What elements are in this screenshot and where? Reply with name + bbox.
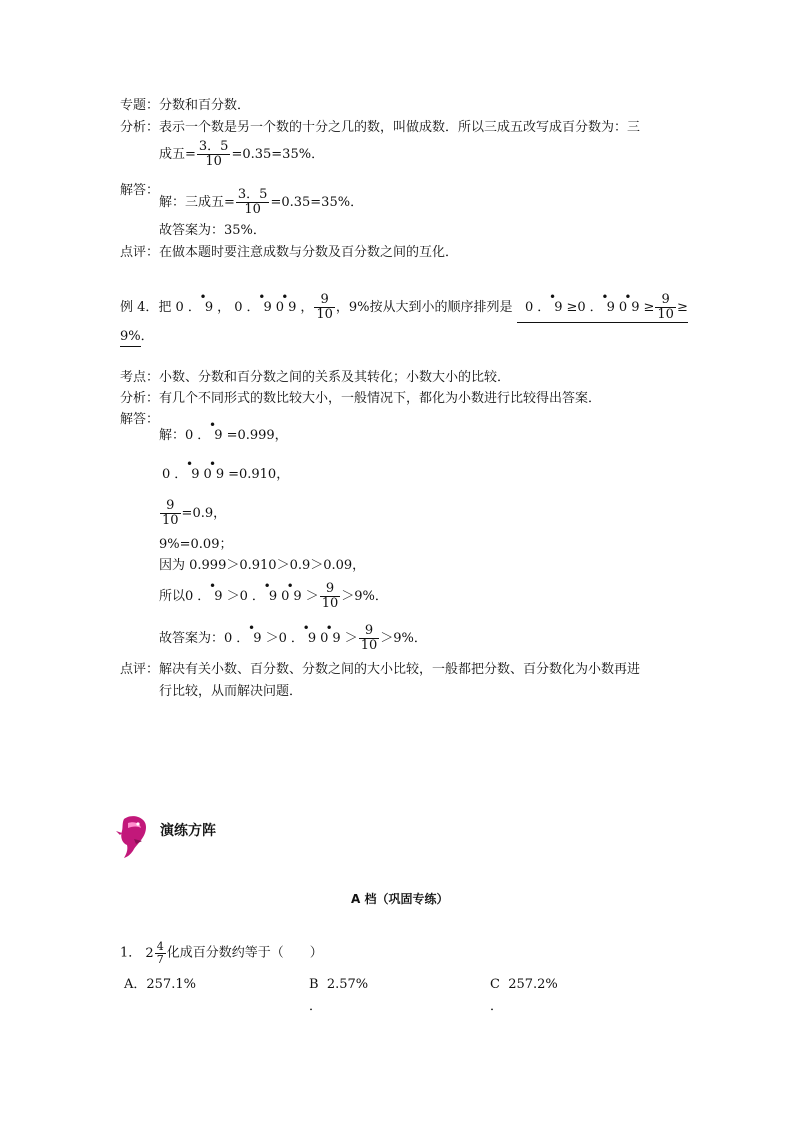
section-subtitle: A 档（巩固专练） — [351, 892, 449, 906]
mixed-number: 2 $\frac{4}{7}$ — [145, 940, 164, 966]
option-c-dot: ． — [490, 999, 504, 1014]
repeating-decimal: 0．9 • — [175, 290, 218, 315]
example-label: 例 4．把 — [120, 300, 172, 315]
fraction: $\frac{3.5}{10}$ — [237, 187, 268, 217]
fraction: $\frac{9}{10}$ — [316, 292, 333, 322]
analysis-line — [120, 390, 601, 408]
analysis-line-1 — [120, 119, 640, 137]
repeating-decimal: 0．909 • • — [234, 290, 301, 315]
example-4-line-2: 9%． — [120, 328, 154, 347]
solution-line-2: 0．909 • • =0.910， — [162, 457, 290, 482]
solution-line-3: $\frac{9}{10}$ =0.9， — [162, 498, 227, 528]
option-b[interactable]: B 2.57% — [309, 977, 369, 992]
answer-label: 解答： — [120, 183, 160, 198]
answer-blank: 0．9 • ≥0．909 • • ≥ $\frac{9}{10}$ ≥ — [517, 293, 688, 323]
exam-text: 小数、分数和百分数之间的关系及其转化；小数大小的比较． — [159, 370, 511, 385]
dolphin-icon — [116, 813, 152, 859]
option-a[interactable]: A．257.1% — [124, 977, 196, 992]
option-b-dot: ． — [309, 999, 323, 1014]
because-line: 因为 0.999＞0.910＞0.9＞0.09， — [159, 558, 366, 573]
exam-point-line — [120, 369, 510, 387]
comment-label: 点评： — [120, 662, 160, 677]
so-line: 所以0．9 • ＞0．909 • • ＞ $\frac{9}{10}$ ＞9%． — [159, 579, 388, 611]
analysis-text: 有几个不同形式的数比较大小，一般情况下，都化为小数进行比较得出答案． — [159, 391, 602, 406]
example-4-line: 例 4．把 0．9 • ， 0．909 • • ， $\frac{9}{10}$ ，9%按从大到小的顺序排列是 0．9 • ≥0．909 • • ≥ $\frac{9}{10}$ ≥ — [120, 290, 688, 322]
final-answer: 故答案为：35%． — [159, 223, 266, 238]
answer-blank-end: 9% — [120, 328, 141, 347]
comment-text: 在做本题时要注意成数与分数及百分数之间的互化． — [159, 245, 459, 260]
question-number: 1． — [120, 945, 142, 961]
final-answer-line: 故答案为：0．9 • ＞0．909 • • ＞ $\frac{9}{10}$ ＞9%． — [159, 621, 427, 653]
comment-line — [120, 244, 458, 262]
comment-text: 解决有关小数、百分数、分数之间的大小比较，一般都把分数、百分数化为小数再进 — [159, 662, 641, 677]
topic-text: 分数和百分数． — [159, 98, 251, 113]
section-title: 演练方阵 — [160, 823, 216, 839]
topic-label: 专题： — [120, 98, 160, 113]
answer-line: 解：三成五= $\frac{3.5}{10}$ =0.35=35%． — [159, 187, 364, 217]
analysis-line-2: 成五= $\frac{3.5}{10}$ =0.35=35%． — [159, 139, 325, 169]
question-1 — [120, 941, 323, 966]
comment-label: 点评： — [120, 245, 160, 260]
comment-line-2: 行比较，从而解决问题． — [159, 684, 303, 699]
fraction: $\frac{3.5}{10}$ — [198, 139, 229, 169]
option-c[interactable]: C 257.2% — [490, 977, 558, 992]
exam-label: 考点： — [120, 370, 160, 385]
analysis-label: 分析： — [120, 391, 160, 406]
analysis-text: 表示一个数是另一个数的十分之几的数，叫做成数．所以三成五改写成百分数为：三 — [159, 120, 641, 135]
fraction: $\frac{9}{10}$ — [162, 498, 179, 528]
analysis-label: 分析： — [120, 120, 160, 135]
solution-line-4: 9%=0.09； — [159, 537, 233, 552]
topic-line — [120, 97, 250, 115]
question-text: 化成百分数约等于（ ） — [166, 945, 323, 961]
comment-line-1 — [120, 661, 640, 679]
answer-label: 解答： — [120, 412, 160, 427]
solution-line-1: 解：0．9 • =0.999， — [159, 418, 288, 443]
